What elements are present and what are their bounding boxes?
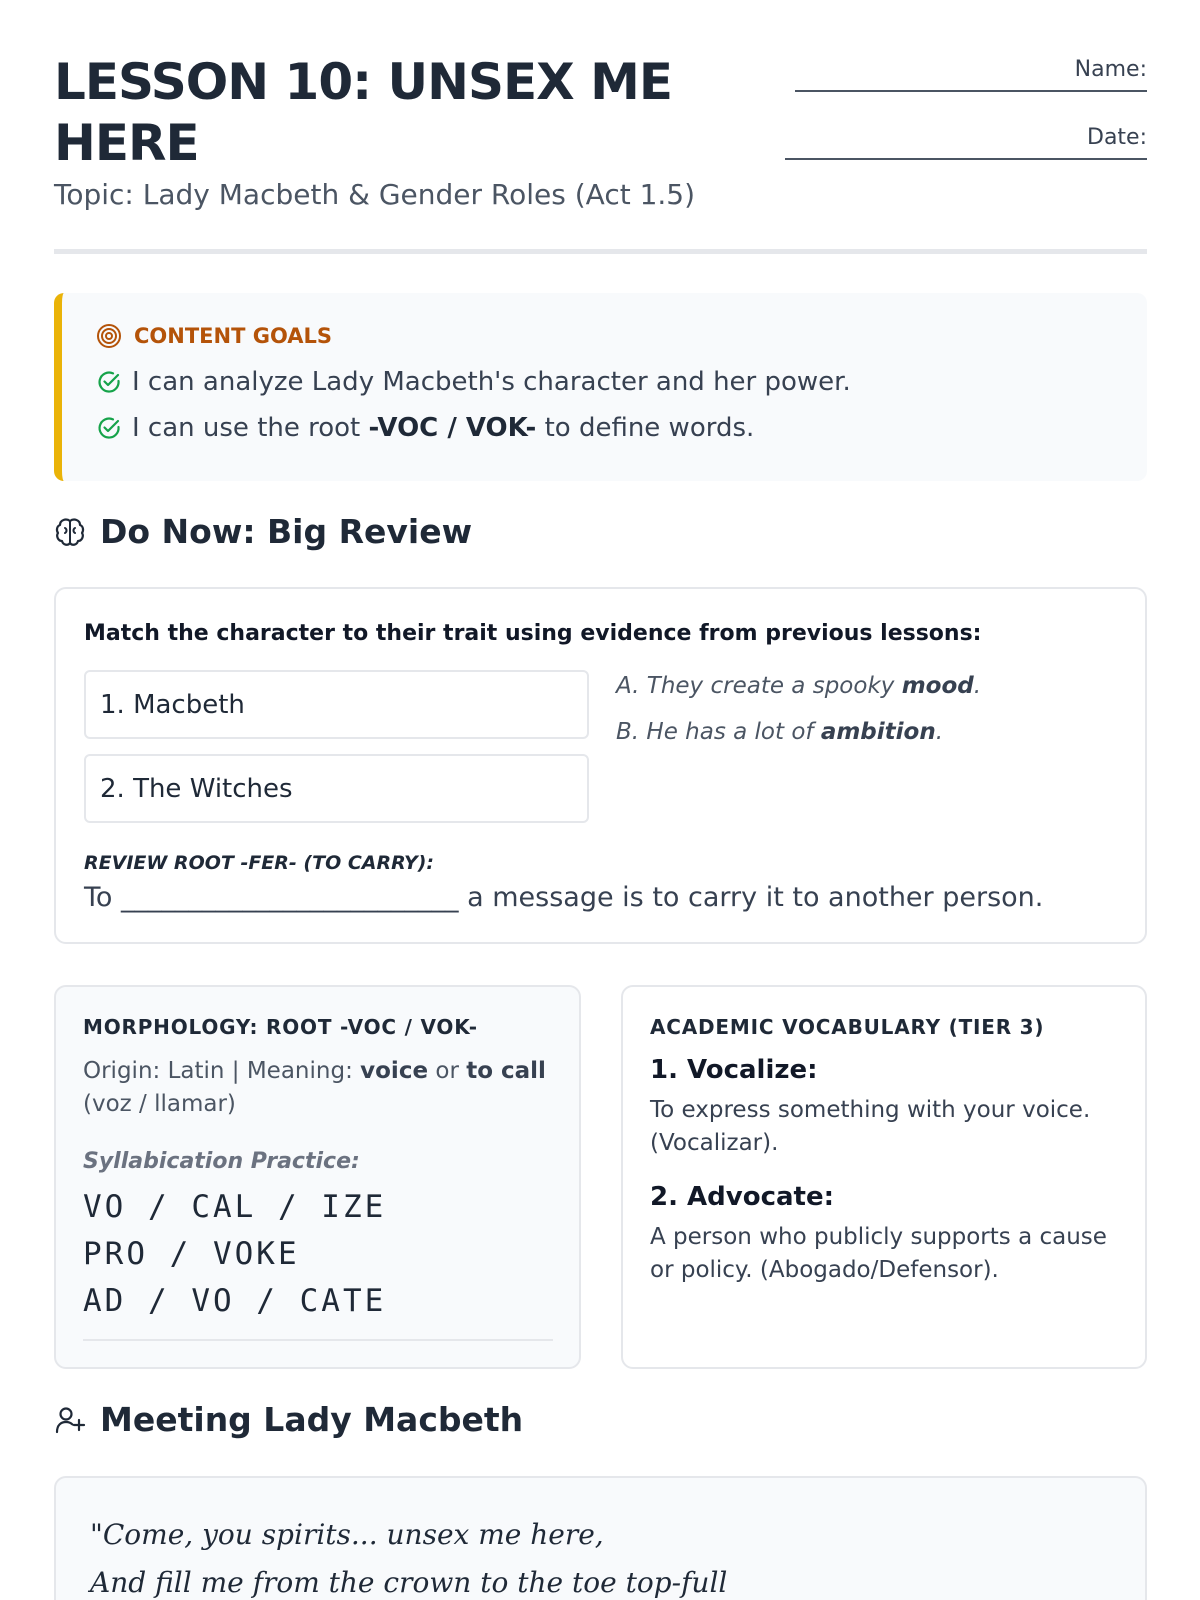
review-blank[interactable]: _________________________ xyxy=(121,882,459,913)
target-icon xyxy=(96,323,122,349)
vocab-term: 1. Vocalize: xyxy=(650,1055,818,1085)
trait-option-a: A. They create a spooky mood. xyxy=(616,673,982,699)
morphology-heading: MORPHOLOGY: ROOT -VOC / VOK- xyxy=(83,1015,478,1039)
check-circle-icon xyxy=(96,369,122,395)
character-box-witches[interactable]: 2. The Witches xyxy=(84,754,589,823)
check-circle-icon xyxy=(96,415,122,441)
goal-item xyxy=(96,413,754,443)
morphology-origin: Origin: Latin | Meaning: voice or to call (voz / llamar) xyxy=(83,1058,546,1117)
quote-line: And fill me from the crown to the toe top-full xyxy=(90,1566,728,1599)
goal-item xyxy=(96,367,851,397)
root-highlight: -VOC / VOK- xyxy=(368,413,537,443)
do-now-instruction: Match the character to their trait using evidence from previous lessons: xyxy=(84,621,982,646)
goal-text: I can use the root -VOC / VOK- to define words. xyxy=(132,413,755,443)
meeting-heading xyxy=(54,1400,523,1439)
student-info xyxy=(767,54,1147,190)
divider xyxy=(83,1339,553,1341)
content-goals-panel xyxy=(54,293,1147,481)
content-goals-label: CONTENT GOALS xyxy=(134,324,333,348)
do-now-heading xyxy=(54,512,472,551)
content-goals-title xyxy=(96,323,332,349)
name-field-line xyxy=(795,90,1147,92)
goal-text: I can analyze Lady Macbeth's character and her power. xyxy=(132,367,851,397)
page-title: LESSON 10: UNSEX ME HERE xyxy=(54,53,673,172)
syllable-word: PRO / VOKE xyxy=(83,1236,300,1272)
page-topic: Topic: Lady Macbeth & Gender Roles (Act 1.5) xyxy=(54,178,696,211)
meeting-title: Meeting Lady Macbeth xyxy=(100,1400,524,1439)
do-now-card xyxy=(54,587,1147,944)
name-label: Name: xyxy=(1074,57,1147,82)
quote-card xyxy=(54,1476,1147,1600)
character-box-macbeth[interactable]: 1. Macbeth xyxy=(84,670,589,739)
worksheet-header xyxy=(54,0,1147,254)
vocab-definition: To express something with your voice. (Vocalizar). xyxy=(650,1097,1091,1156)
review-root-label: REVIEW ROOT -FER- (TO CARRY): xyxy=(84,852,435,874)
date-field-line xyxy=(785,158,1147,160)
syllable-word: AD / VO / CATE xyxy=(83,1283,387,1319)
brain-icon xyxy=(54,516,86,548)
worksheet-page xyxy=(54,0,1147,1599)
do-now-title: Do Now: Big Review xyxy=(100,512,473,551)
review-fill-in: To _________________________ a message is to carry it to another person. xyxy=(84,882,1044,913)
vocabulary-card xyxy=(621,985,1147,1369)
morphology-card xyxy=(54,985,581,1369)
trait-option-b: B. He has a lot of ambition. xyxy=(616,719,944,745)
vocab-term: 2. Advocate: xyxy=(650,1182,834,1212)
vocabulary-heading: ACADEMIC VOCABULARY (TIER 3) xyxy=(650,1015,1045,1039)
syllabication-label: Syllabication Practice: xyxy=(83,1149,360,1174)
user-plus-icon xyxy=(54,1404,86,1436)
quote-line: "Come, you spirits... unsex me here, xyxy=(90,1518,604,1551)
date-label: Date: xyxy=(1087,125,1147,150)
vocab-definition: A person who publicly supports a cause or policy. (Abogado/Defensor). xyxy=(650,1224,1107,1283)
syllable-word: VO / CAL / IZE xyxy=(83,1189,387,1225)
